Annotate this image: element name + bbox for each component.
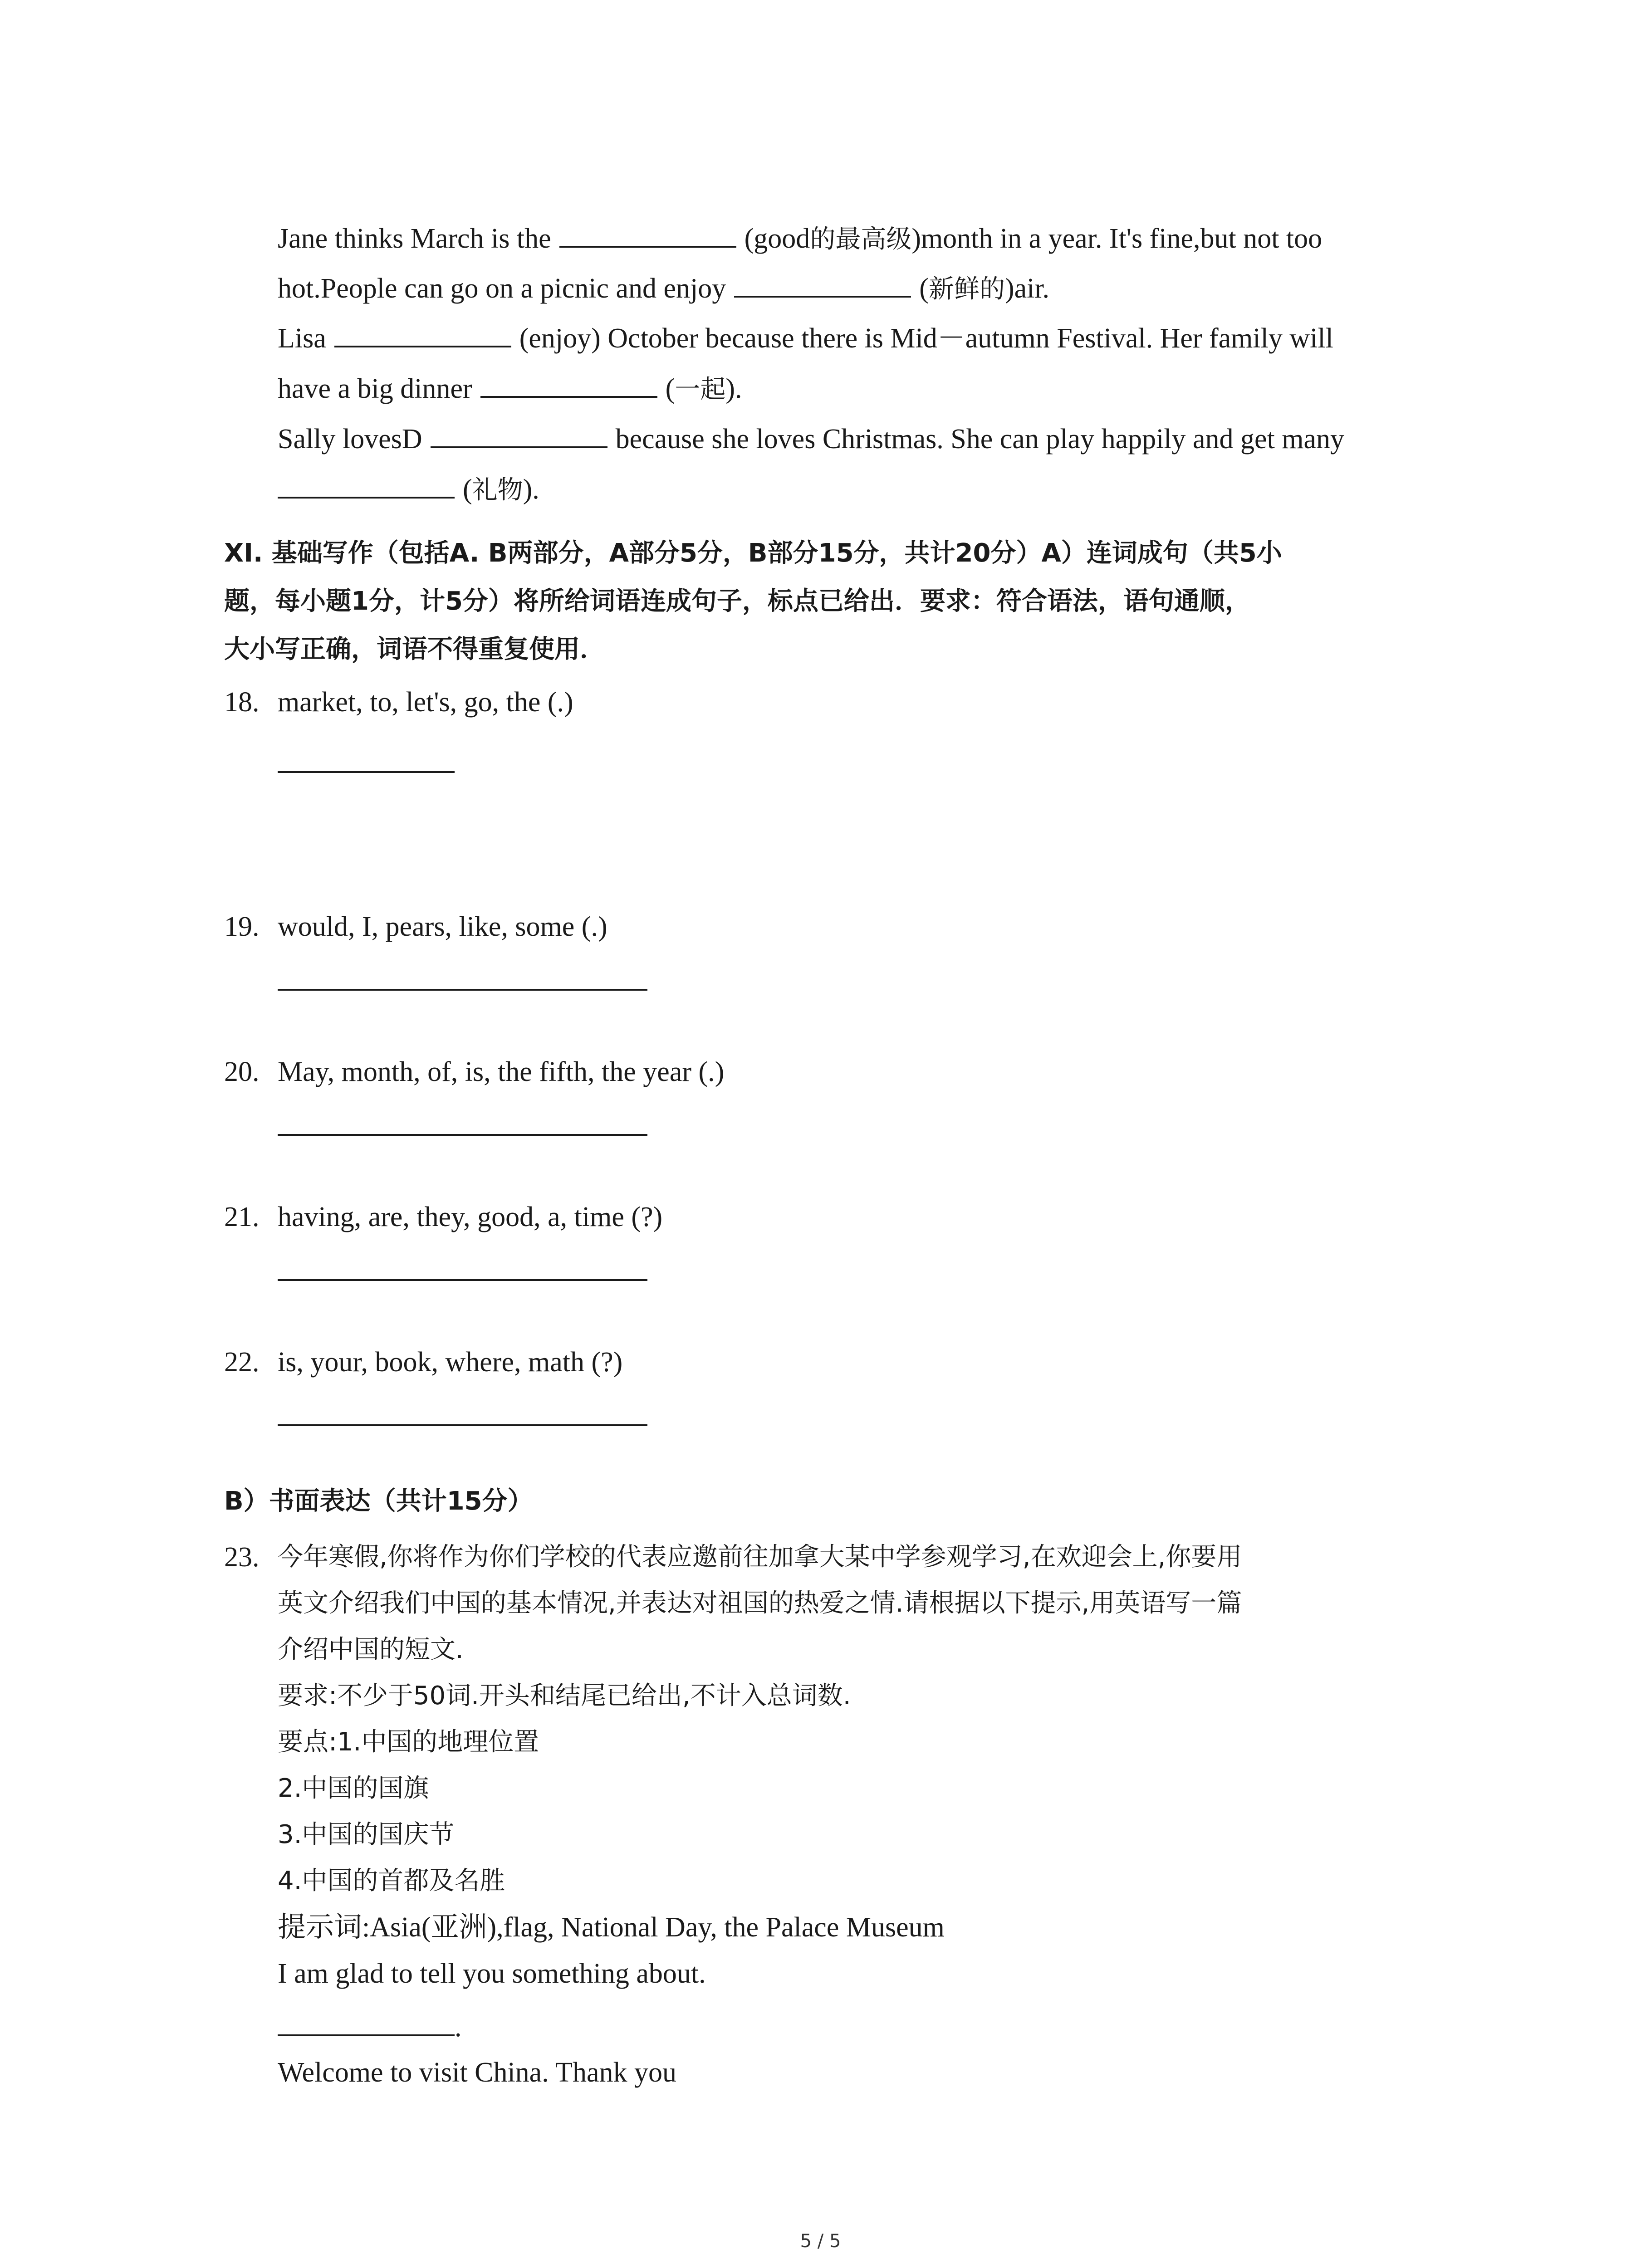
essay-point-3: 3.中国的国庆节: [278, 1820, 455, 1849]
section-xi-heading-line-3: 大小写正确，词语不得重复使用．: [224, 635, 605, 664]
answer-blank[interactable]: [480, 369, 657, 398]
section-xi-heading-line-2: 题，每小题1分，计5分）将所给词语连成句子，标点已给出．要求：符合语法，语句通顺，: [224, 587, 1250, 616]
passage-text: Sally lovesD: [278, 424, 422, 455]
passage-text: (: [919, 273, 929, 304]
answer-line[interactable]: [278, 1279, 647, 1281]
passage-text: (: [463, 474, 472, 505]
passage-text: (: [665, 373, 675, 404]
passage-text: have a big dinner: [278, 373, 472, 404]
passage-text: )air.: [1004, 273, 1050, 304]
passage-line-6: [278, 469, 539, 508]
page-number: 5 / 5: [800, 2231, 841, 2252]
section-xi-heading-line-1: XI. 基础写作（包括A. B两部分，A部分5分，B部分15分，共计20分）A）连词成句（共5小: [224, 538, 1282, 568]
passage-hint: 礼物: [472, 475, 523, 505]
answer-blank[interactable]: [278, 469, 455, 499]
passage-hint: 一起: [675, 375, 726, 404]
answer-line[interactable]: [278, 1134, 647, 1136]
question-number: 22.: [224, 1347, 260, 1378]
passage-text: (good: [744, 223, 810, 254]
essay-answer-line: [278, 2007, 462, 2045]
essay-point-1: 要点:1.中国的地理位置: [278, 1727, 539, 1757]
essay-prompt-line-2: 英文介绍我们中国的基本情况,并表达对祖国的热爱之情.请根据以下提示,用英语写一篇: [278, 1589, 1242, 1618]
answer-line[interactable]: [278, 989, 647, 991]
passage-line-3: [278, 318, 1333, 357]
essay-point-4: 4.中国的首都及名胜: [278, 1866, 505, 1896]
passage-text: Lisa: [278, 323, 326, 354]
essay-closing: Welcome to visit China. Thank you: [278, 2057, 676, 2088]
answer-line[interactable]: [278, 771, 455, 773]
passage-text: ).: [523, 474, 539, 505]
answer-line[interactable]: [278, 1424, 647, 1426]
question-number: 20.: [224, 1056, 260, 1087]
passage-text: Jane thinks March is the: [278, 223, 551, 254]
essay-requirement: 要求:不少于50词.开头和结尾已给出,不计入总词数.: [278, 1681, 851, 1711]
essay-opening: I am glad to tell you something about.: [278, 1958, 706, 1989]
question-number: 19.: [224, 911, 260, 942]
answer-blank[interactable]: [334, 318, 511, 347]
question-text: market, to, let's, go, the (.): [278, 687, 573, 718]
question-number: 18.: [224, 687, 260, 718]
passage-text: ).: [725, 373, 742, 404]
question-text: is, your, book, where, math (?): [278, 1347, 623, 1378]
section-b-heading: B）书面表达（共计15分）: [224, 1486, 533, 1516]
passage-line-2: [278, 269, 1049, 308]
answer-blank[interactable]: [559, 219, 736, 248]
passage-text: )month in a year. It's fine,but not too: [911, 223, 1323, 254]
passage-line-1: [278, 219, 1322, 258]
passage-line-5: [278, 419, 1344, 457]
passage-text: because she loves Christmas. She can play happily and get many: [615, 424, 1345, 455]
essay-prompt-line-3: 介绍中国的短文.: [278, 1635, 464, 1664]
question-number: 23.: [224, 1542, 260, 1573]
essay-point-2: 2.中国的国旗: [278, 1774, 429, 1803]
question-number: 21.: [224, 1202, 260, 1232]
answer-blank[interactable]: [734, 269, 911, 298]
question-text: having, are, they, good, a, time (?): [278, 1202, 663, 1232]
passage-line-4: [278, 369, 742, 408]
answer-blank[interactable]: [278, 2007, 455, 2036]
question-text: May, month, of, is, the fifth, the year (.): [278, 1056, 725, 1087]
answer-blank[interactable]: [431, 419, 607, 448]
essay-prompt-line-1: 今年寒假,你将作为你们学校的代表应邀前往加拿大某中学参观学习,在欢迎会上,你要用: [278, 1542, 1242, 1572]
passage-text: hot.People can go on a picnic and enjoy: [278, 273, 726, 304]
essay-period: .: [455, 2012, 462, 2043]
essay-hint-words: 提示词:Asia(亚洲),flag, National Day, the Palace Museum: [278, 1912, 945, 1943]
passage-hint: 新鲜的: [928, 274, 1005, 304]
question-text: would, I, pears, like, some (.): [278, 911, 607, 942]
passage-text: (enjoy) October because there is Mid－autumn Festival. Her family will: [519, 323, 1333, 354]
passage-hint: 的最高级: [810, 225, 912, 254]
